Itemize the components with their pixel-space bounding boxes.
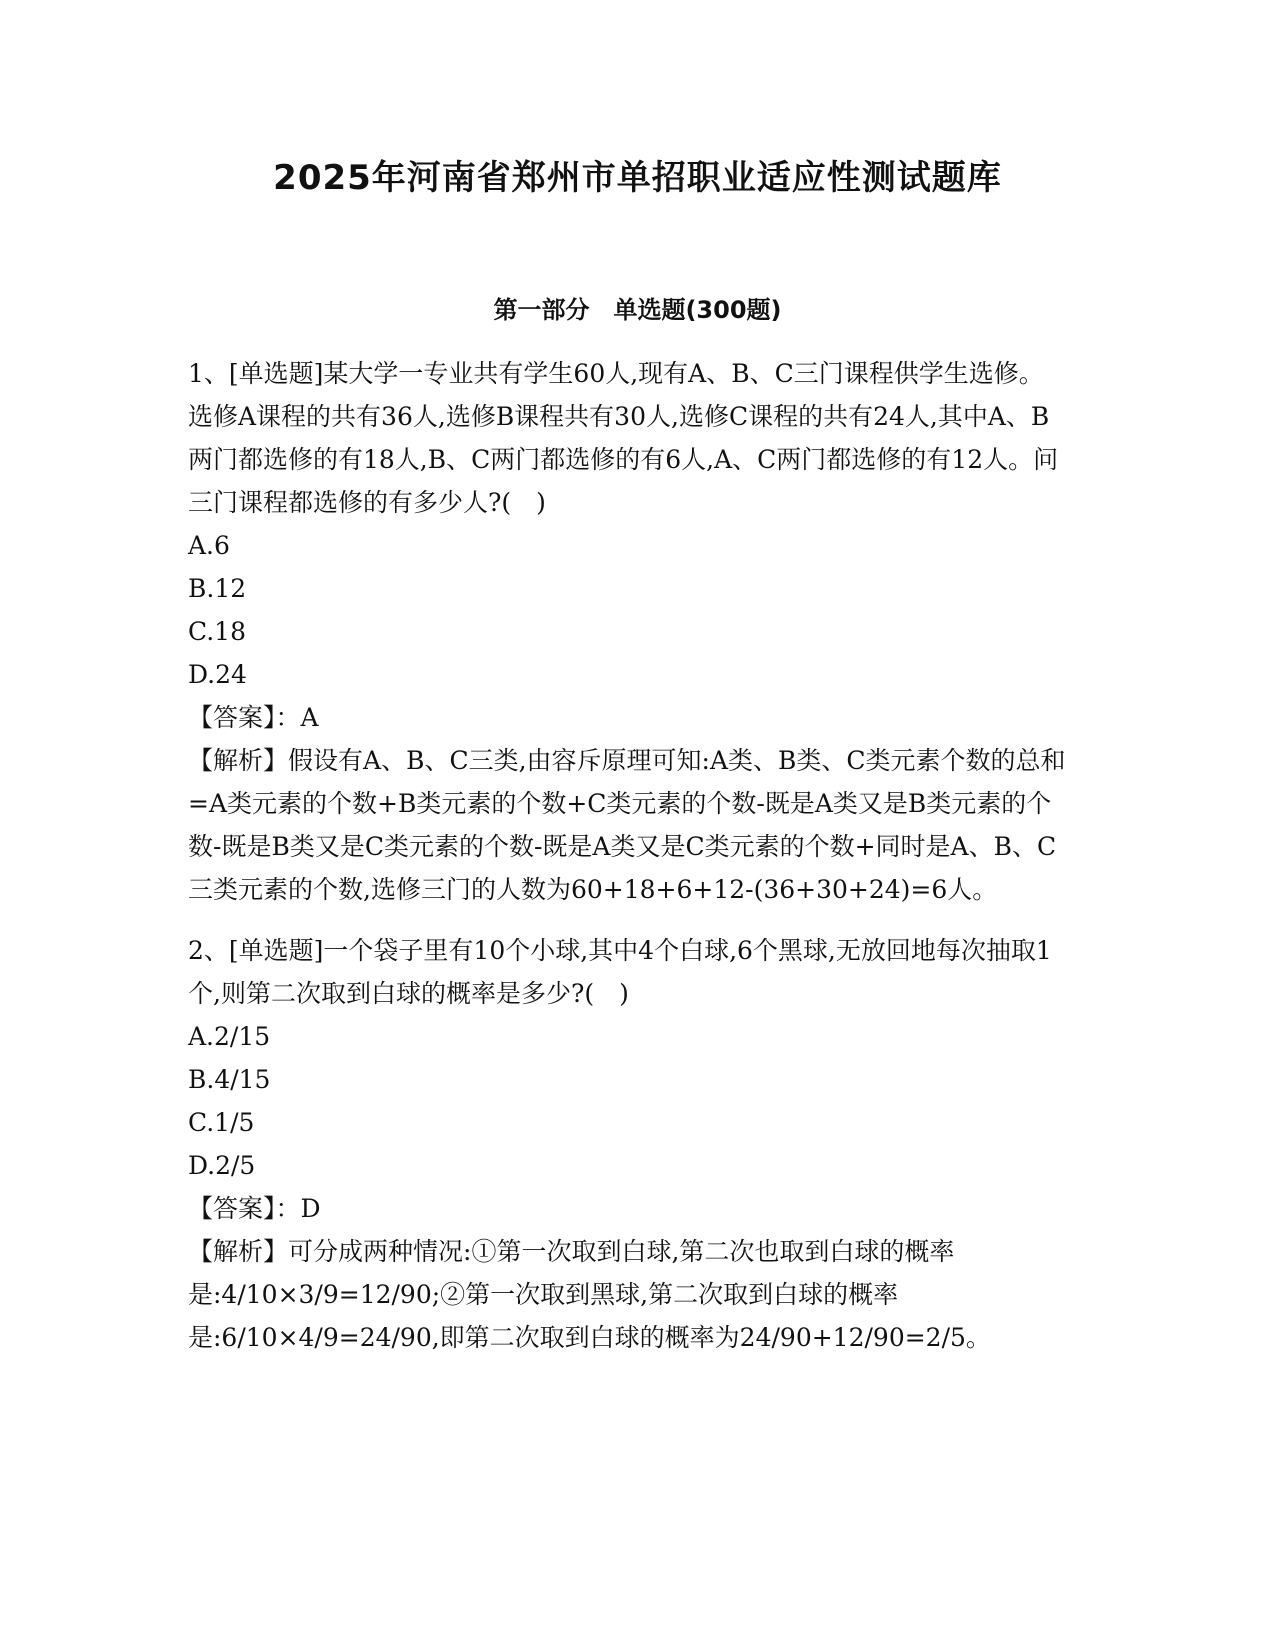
- analysis: [188, 1230, 1068, 1359]
- option-b: B.12: [188, 574, 247, 603]
- answer-separator: ：: [275, 1194, 301, 1223]
- analysis-label: 【解析】: [188, 746, 289, 775]
- option-a: A.6: [188, 531, 230, 560]
- question-item: [188, 352, 1068, 911]
- question-stem: 1、[单选题]某大学一专业共有学生60人,现有A、B、C三门课程供学生选修。选修A课程的共有36人,选修B课程共有30人,选修C课程的共有24人,其中A、B两门都选修的有18人,B、C两门都选修的有6人,A、C两门都选修的有12人。问三门课程都选修的有多少人?( ): [188, 359, 1059, 517]
- question-stem: 2、[单选题]一个袋子里有10个小球,其中4个白球,6个黑球,无放回地每次抽取1个,则第二次取到白球的概率是多少?( ): [188, 936, 1052, 1008]
- analysis-text: 可分成两种情况:①第一次取到白球,第二次也取到白球的概率是:4/10×3/9=12/90;②第一次取到黑球,第二次取到白球的概率是:6/10×4/9=24/90,即第二次取到白球的概率为24/90+12/90=2/5。: [188, 1237, 991, 1352]
- option-a: A.2/15: [188, 1022, 271, 1051]
- answer-line: [188, 1187, 1068, 1230]
- answer-label: 【答案】: [188, 1194, 276, 1223]
- answer-value: D: [300, 1194, 321, 1223]
- option-d: D.24: [188, 660, 247, 689]
- option-d: D.2/5: [188, 1151, 256, 1180]
- question-item: [188, 929, 1068, 1359]
- section-title: 第一部分 单选题(300题): [493, 296, 782, 324]
- document-title: 2025年河南省郑州市单招职业适应性测试题库: [273, 158, 1002, 198]
- answer-separator: ：: [275, 703, 301, 732]
- option-c: C.18: [188, 617, 246, 646]
- answer-label: 【答案】: [188, 703, 276, 732]
- answer-value: A: [300, 703, 319, 732]
- option-b: B.4/15: [188, 1065, 271, 1094]
- question-list: [188, 352, 1068, 1377]
- answer-line: [188, 696, 1068, 739]
- analysis-text: 假设有A、B、C三类,由容斥原理可知:A类、B类、C类元素个数的总和=A类元素的个数+B类元素的个数+C类元素的个数-既是A类又是B类元素的个数-既是B类又是C类元素的个数-既是A类又是C类元素的个数+同时是A、B、C三类元素的个数,选修三门的人数为60+18+6+12-(36+30+24)=6人。: [188, 746, 1066, 904]
- analysis-label: 【解析】: [188, 1237, 289, 1266]
- analysis: [188, 739, 1068, 911]
- option-c: C.1/5: [188, 1108, 255, 1137]
